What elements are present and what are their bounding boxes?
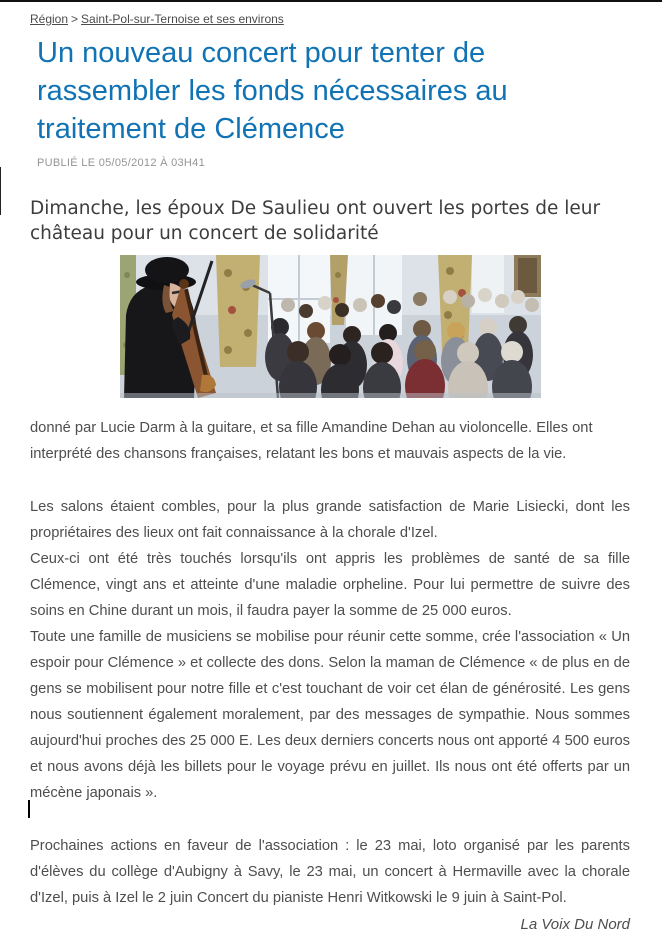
text-cursor [28,800,30,818]
breadcrumb-link-saint-pol[interactable]: Saint-Pol-sur-Ternoise et ses environs [81,12,284,26]
lead-paragraph: donné par Lucie Darm à la guitare, et sa fille Amandine Dehan au violoncelle. Elles ont interprété des chansons françaises, relatant les bons et mauvais aspects de la vie. [30,420,593,462]
article-subtitle: Dimanche, les époux De Saulieu ont ouvert les portes de leur château pour un concert de solidarité [30,198,601,244]
left-edge-mark [0,167,1,215]
body-paragraph: Toute une famille de musiciens se mobilise pour réunir cette somme, crée l'association « Un espoir pour Clémence » et collecte des dons. Selon la maman de Clémence « de plus en de gens se mobilisent pour notre fille et c'est touchant de voir cet élan de générosité. Les gens nous soutiennent également moralement, par des messages de sympathie. Nous sommes aujourd'hui proches des 25 000 E. Les deux derniers concerts nous ont apporté 4 500 euros et nous avons déjà les billets pour le voyage prévu en juillet. Ils nous ont été offerts par un mécène japonais ». [30,629,630,801]
concert-photo-illustration [120,255,541,398]
breadcrumb [30,12,630,27]
breadcrumb-link-region[interactable]: Région [30,12,69,26]
article-photo [120,255,541,398]
curtain-left [216,255,260,367]
publish-date: PUBLIÉ LE 05/05/2012 À 03H41 [37,157,206,169]
closing-paragraph: Prochaines actions en faveur de l'association : le 23 mai, loto organisé par les parents d'élèves du collège d'Aubigny à Savy, le 23 mai, un concert à Hermaville avec la chorale d'Izel, puis à Izel le 2 juin Concert du pianiste Henri Witkowski le 9 juin à Saint-Pol. [30,838,630,906]
body-paragraph-block [30,494,630,806]
body-paragraph: Ceux-ci ont été très touchés lorsqu'ils ont appris les problèmes de santé de sa fille Clémence, vingt ans et atteinte d'une maladie orpheline. Pour lui permettre de suivre des soins en Chine durant un mois, il faudra payer la somme de 25 000 euros. [30,551,630,619]
breadcrumb-separator: > [71,12,79,26]
top-border [0,0,662,2]
article-signature: La Voix Du Nord [520,916,630,933]
article-title: Un nouveau concert pour tenter de rassembler les fonds nécessaires au traitement de Clémence [37,37,508,145]
body-paragraph: Les salons étaient combles, pour la plus grande satisfaction de Marie Lisiecki, dont les propriétaires des lieux ont fait connaissance à la chorale d'Izel. [30,499,630,541]
